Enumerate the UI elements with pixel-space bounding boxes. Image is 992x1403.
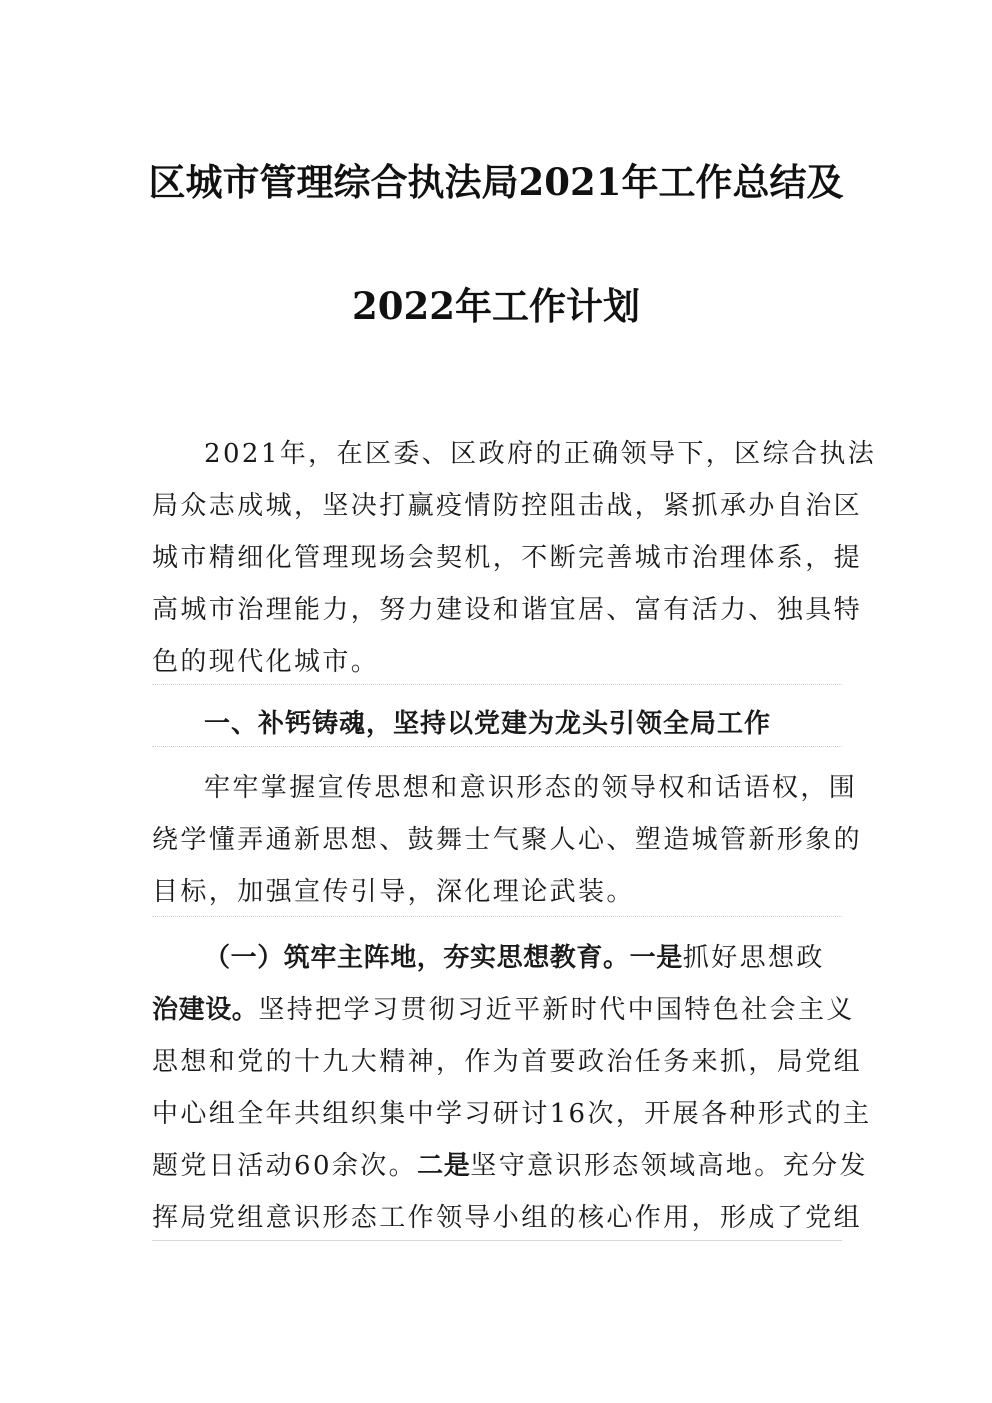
list-marker: 二是: [417, 1151, 471, 1181]
intro-line: 城市精细化管理现场会契机，不断完善城市治理体系，提: [152, 543, 863, 573]
section-1-line: 绕学懂弄通新思想、鼓舞士气聚人心、塑造城管新形象的: [152, 825, 863, 855]
intro-line: 2021年，在区委、区政府的正确领导下，区综合执法: [204, 439, 877, 469]
text-run: 题党日活动60余次。: [152, 1151, 418, 1181]
intro-paragraph: [152, 428, 877, 688]
bold-run: 治建设。: [152, 995, 259, 1025]
dotted-divider: [152, 746, 842, 747]
subsection-1-line: [152, 1140, 868, 1192]
section-1-line: 目标，加强宣传引导，深化理论武装。: [152, 877, 635, 907]
page-bottom-rule: [152, 1240, 842, 1241]
dotted-divider: [152, 916, 842, 917]
document-title-line-2: 2022年工作计划: [352, 284, 640, 328]
subsection-1-line: 挥局党组意识形态工作领导小组的核心作用，形成了党组: [152, 1203, 863, 1233]
subsection-1-line: 思想和党的十九大精神，作为首要政治任务来抓，局党组: [152, 1047, 863, 1077]
subsection-1-line: [152, 932, 842, 984]
section-1-paragraph: [152, 762, 863, 918]
dotted-divider: [152, 684, 842, 685]
intro-line: 高城市治理能力，努力建设和谐宜居、富有活力、独具特: [152, 595, 863, 625]
subsection-heading: （一）筑牢主阵地，夯实思想教育。: [204, 943, 630, 973]
subsection-1-paragraph: [152, 932, 872, 1244]
list-marker: 一是: [629, 943, 683, 973]
subsection-1-line: 中心组全年共组织集中学习研讨16次，开展各种形式的主: [152, 1099, 872, 1129]
subsection-1-line: [152, 984, 855, 1036]
intro-line: 色的现代化城市。: [152, 647, 380, 677]
text-run: 抓好思想政: [682, 943, 825, 973]
document-title-line-1: 区城市管理综合执法局2021年工作总结及: [148, 160, 844, 204]
intro-line: 局众志成城，坚决打赢疫情防控阻击战，紧抓承办自治区: [152, 491, 863, 521]
section-heading-1: [152, 698, 842, 750]
section-heading-text: 一、补钙铸魂，坚持以党建为龙头引领全局工作: [204, 709, 772, 739]
text-run: 坚持把学习贯彻习近平新时代中国特色社会主义: [258, 995, 855, 1025]
section-1-line: 牢牢掌握宣传思想和意识形态的领导权和话语权，围: [204, 773, 858, 803]
text-run: 坚守意识形态领域高地。充分发: [470, 1151, 868, 1181]
